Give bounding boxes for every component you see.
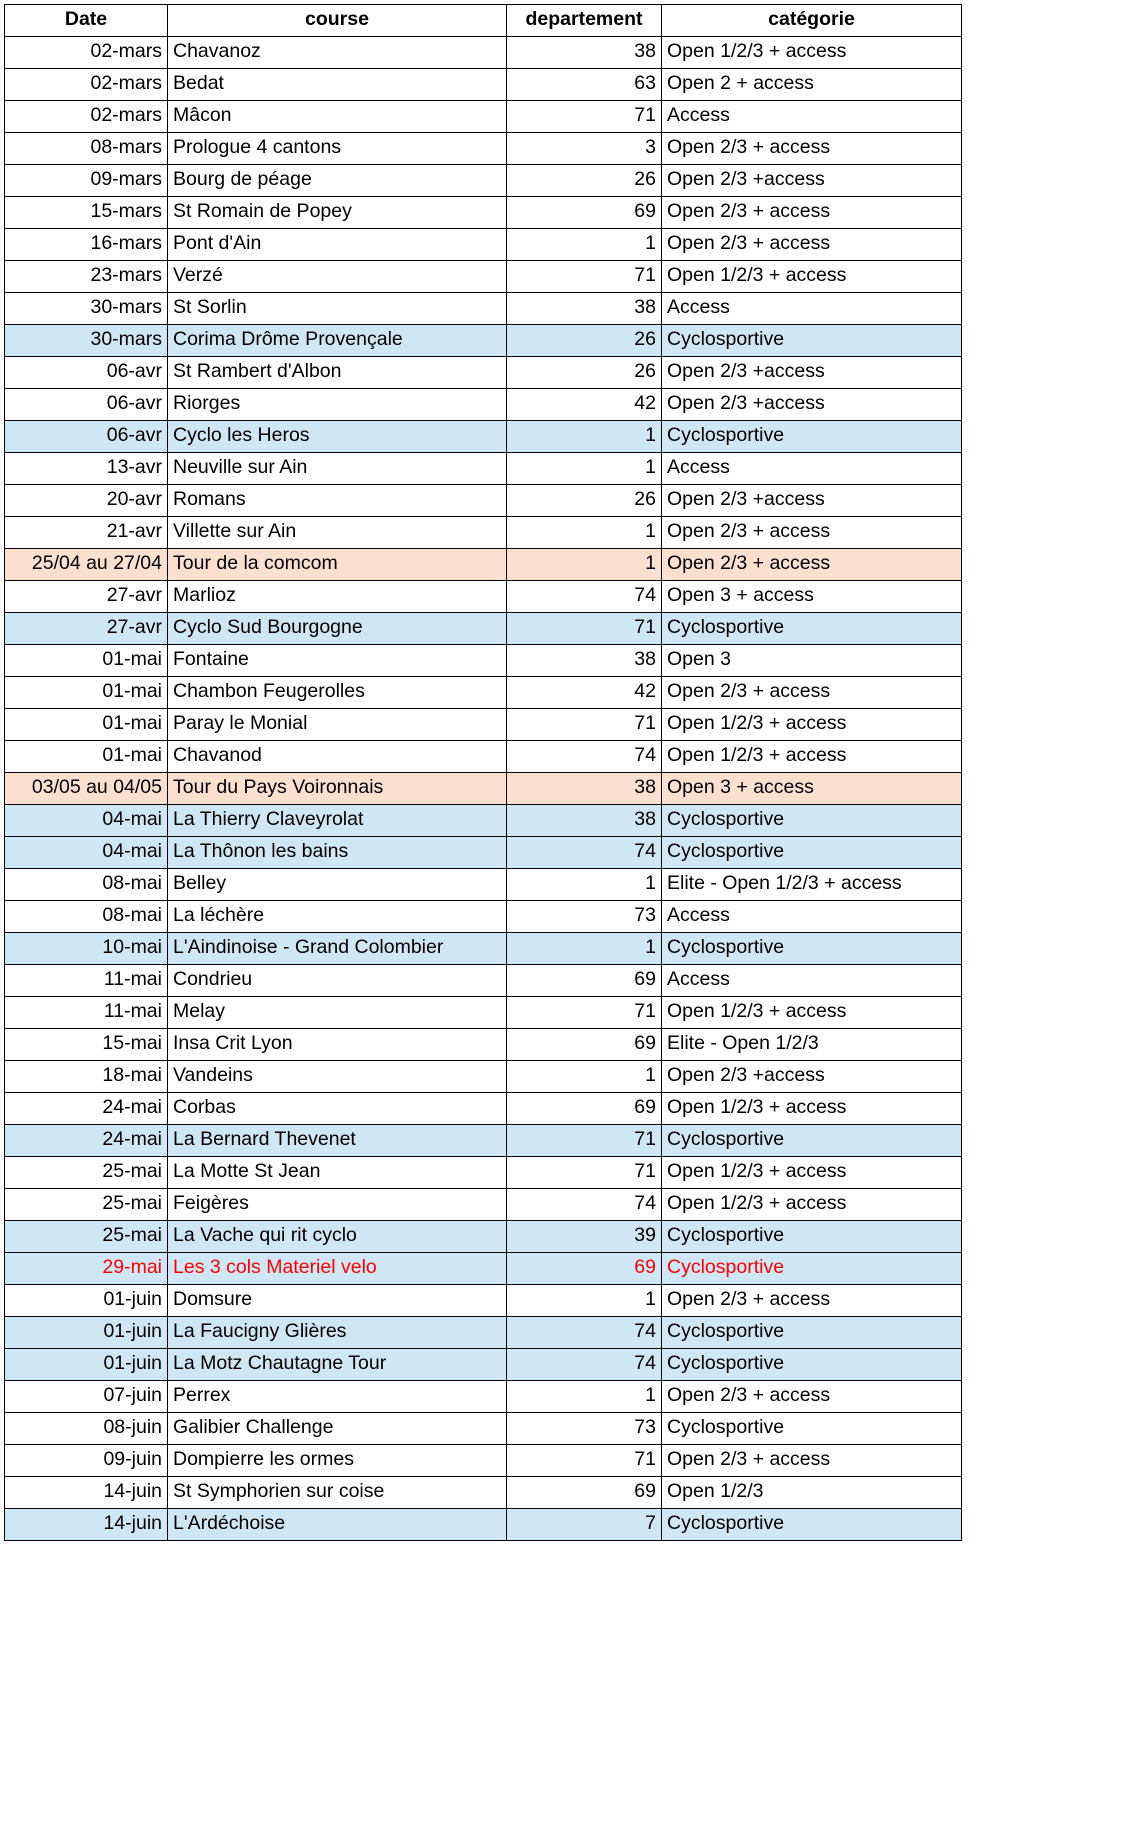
cell-categorie[interactable]: Cyclosportive xyxy=(662,1221,962,1253)
cell-departement[interactable]: 1 xyxy=(507,1381,662,1413)
cell-categorie[interactable]: Cyclosportive xyxy=(662,325,962,357)
cell-categorie[interactable]: Open 2/3 +access xyxy=(662,1061,962,1093)
cell-departement[interactable]: 38 xyxy=(507,645,662,677)
table-row[interactable] xyxy=(5,229,962,261)
cell-departement[interactable]: 1 xyxy=(507,229,662,261)
cell-departement[interactable]: 38 xyxy=(507,293,662,325)
cell-course[interactable]: Neuville sur Ain xyxy=(168,453,507,485)
cell-date[interactable]: 30-mars xyxy=(5,293,168,325)
cell-course[interactable]: L'Ardéchoise xyxy=(168,1509,507,1541)
cell-departement[interactable]: 69 xyxy=(507,1253,662,1285)
cell-course[interactable]: Galibier Challenge xyxy=(168,1413,507,1445)
cell-categorie[interactable]: Open 2/3 +access xyxy=(662,357,962,389)
cell-course[interactable]: La Thierry Claveyrolat xyxy=(168,805,507,837)
cell-departement[interactable]: 71 xyxy=(507,613,662,645)
cell-date[interactable]: 02-mars xyxy=(5,37,168,69)
cell-departement[interactable]: 26 xyxy=(507,357,662,389)
cell-departement[interactable]: 73 xyxy=(507,901,662,933)
cell-course[interactable]: Verzé xyxy=(168,261,507,293)
cell-departement[interactable]: 74 xyxy=(507,581,662,613)
cell-course[interactable]: Cyclo Sud Bourgogne xyxy=(168,613,507,645)
cell-course[interactable]: La léchère xyxy=(168,901,507,933)
cell-categorie[interactable]: Elite - Open 1/2/3 + access xyxy=(662,869,962,901)
table-row[interactable] xyxy=(5,1317,962,1349)
cell-categorie[interactable]: Cyclosportive xyxy=(662,1125,962,1157)
table-row[interactable] xyxy=(5,1061,962,1093)
cell-departement[interactable]: 38 xyxy=(507,773,662,805)
cell-date[interactable]: 01-mai xyxy=(5,709,168,741)
cell-categorie[interactable]: Open 1/2/3 + access xyxy=(662,997,962,1029)
cell-date[interactable]: 08-mai xyxy=(5,869,168,901)
cell-departement[interactable]: 69 xyxy=(507,1093,662,1125)
table-row[interactable] xyxy=(5,389,962,421)
cell-categorie[interactable]: Open 2/3 + access xyxy=(662,133,962,165)
cell-course[interactable]: Tour de la comcom xyxy=(168,549,507,581)
cell-date[interactable]: 11-mai xyxy=(5,965,168,997)
cell-date[interactable]: 14-juin xyxy=(5,1509,168,1541)
table-row[interactable] xyxy=(5,1381,962,1413)
cell-date[interactable]: 25/04 au 27/04 xyxy=(5,549,168,581)
cell-date[interactable]: 16-mars xyxy=(5,229,168,261)
cell-categorie[interactable]: Open 1/2/3 + access xyxy=(662,37,962,69)
cell-categorie[interactable]: Open 2/3 + access xyxy=(662,677,962,709)
cell-departement[interactable]: 1 xyxy=(507,453,662,485)
table-row[interactable] xyxy=(5,1253,962,1285)
cell-date[interactable]: 09-mars xyxy=(5,165,168,197)
cell-date[interactable]: 18-mai xyxy=(5,1061,168,1093)
cell-categorie[interactable]: Open 2 + access xyxy=(662,69,962,101)
cell-categorie[interactable]: Elite - Open 1/2/3 xyxy=(662,1029,962,1061)
cell-categorie[interactable]: Open 3 xyxy=(662,645,962,677)
cell-date[interactable]: 04-mai xyxy=(5,837,168,869)
cell-departement[interactable]: 1 xyxy=(507,549,662,581)
table-row[interactable] xyxy=(5,549,962,581)
cell-course[interactable]: Belley xyxy=(168,869,507,901)
cell-date[interactable]: 06-avr xyxy=(5,389,168,421)
cell-date[interactable]: 13-avr xyxy=(5,453,168,485)
cell-course[interactable]: Chavanoz xyxy=(168,37,507,69)
cell-date[interactable]: 24-mai xyxy=(5,1125,168,1157)
cell-departement[interactable]: 69 xyxy=(507,965,662,997)
cell-categorie[interactable]: Open 2/3 +access xyxy=(662,485,962,517)
cell-course[interactable]: Marlioz xyxy=(168,581,507,613)
cell-categorie[interactable]: Open 3 + access xyxy=(662,773,962,805)
cell-categorie[interactable]: Open 2/3 + access xyxy=(662,549,962,581)
cell-departement[interactable]: 1 xyxy=(507,933,662,965)
cell-date[interactable]: 07-juin xyxy=(5,1381,168,1413)
table-row[interactable] xyxy=(5,613,962,645)
table-row[interactable] xyxy=(5,1125,962,1157)
cell-departement[interactable]: 74 xyxy=(507,1317,662,1349)
cell-date[interactable]: 27-avr xyxy=(5,581,168,613)
cell-date[interactable]: 02-mars xyxy=(5,101,168,133)
cell-departement[interactable]: 74 xyxy=(507,1349,662,1381)
cell-departement[interactable]: 71 xyxy=(507,261,662,293)
table-row[interactable] xyxy=(5,1189,962,1221)
cell-course[interactable]: Condrieu xyxy=(168,965,507,997)
cell-departement[interactable]: 26 xyxy=(507,485,662,517)
table-row[interactable] xyxy=(5,325,962,357)
cell-departement[interactable]: 74 xyxy=(507,741,662,773)
table-row[interactable] xyxy=(5,645,962,677)
cell-course[interactable]: L'Aindinoise - Grand Colombier xyxy=(168,933,507,965)
cell-date[interactable]: 03/05 au 04/05 xyxy=(5,773,168,805)
cell-course[interactable]: Mâcon xyxy=(168,101,507,133)
cell-categorie[interactable]: Cyclosportive xyxy=(662,1253,962,1285)
cell-categorie[interactable]: Cyclosportive xyxy=(662,805,962,837)
cell-date[interactable]: 08-mai xyxy=(5,901,168,933)
table-header xyxy=(5,5,962,37)
cell-departement[interactable]: 39 xyxy=(507,1221,662,1253)
cell-departement[interactable]: 3 xyxy=(507,133,662,165)
cell-date[interactable]: 25-mai xyxy=(5,1157,168,1189)
cell-course[interactable]: Feigères xyxy=(168,1189,507,1221)
cell-date[interactable]: 25-mai xyxy=(5,1221,168,1253)
cell-course[interactable]: Domsure xyxy=(168,1285,507,1317)
cell-categorie[interactable]: Cyclosportive xyxy=(662,421,962,453)
cell-categorie[interactable]: Open 1/2/3 + access xyxy=(662,1093,962,1125)
table-row[interactable] xyxy=(5,165,962,197)
cell-course[interactable]: Cyclo les Heros xyxy=(168,421,507,453)
cell-course[interactable]: Melay xyxy=(168,997,507,1029)
cell-course[interactable]: Villette sur Ain xyxy=(168,517,507,549)
cell-course[interactable]: Corbas xyxy=(168,1093,507,1125)
cell-departement[interactable]: 42 xyxy=(507,677,662,709)
cell-date[interactable]: 01-juin xyxy=(5,1317,168,1349)
table-row[interactable] xyxy=(5,933,962,965)
table-row[interactable] xyxy=(5,37,962,69)
cell-date[interactable]: 06-avr xyxy=(5,357,168,389)
cell-categorie[interactable]: Open 3 + access xyxy=(662,581,962,613)
cell-departement[interactable]: 71 xyxy=(507,709,662,741)
cell-categorie[interactable]: Access xyxy=(662,901,962,933)
table-row[interactable] xyxy=(5,837,962,869)
cell-date[interactable]: 08-mars xyxy=(5,133,168,165)
cell-course[interactable]: Riorges xyxy=(168,389,507,421)
cell-course[interactable]: St Sorlin xyxy=(168,293,507,325)
cell-categorie[interactable]: Cyclosportive xyxy=(662,1317,962,1349)
cell-course[interactable]: Fontaine xyxy=(168,645,507,677)
cell-date[interactable]: 21-avr xyxy=(5,517,168,549)
cell-course[interactable]: St Rambert d'Albon xyxy=(168,357,507,389)
cell-departement[interactable]: 69 xyxy=(507,1477,662,1509)
table-row[interactable] xyxy=(5,741,962,773)
cell-date[interactable]: 06-avr xyxy=(5,421,168,453)
cell-date[interactable]: 01-juin xyxy=(5,1349,168,1381)
cell-course[interactable]: Romans xyxy=(168,485,507,517)
cell-date[interactable]: 01-mai xyxy=(5,741,168,773)
cell-date[interactable]: 25-mai xyxy=(5,1189,168,1221)
table-row[interactable] xyxy=(5,773,962,805)
cell-course[interactable]: Bedat xyxy=(168,69,507,101)
table-row[interactable] xyxy=(5,261,962,293)
table-row[interactable] xyxy=(5,805,962,837)
cell-date[interactable]: 01-mai xyxy=(5,677,168,709)
cell-course[interactable]: Paray le Monial xyxy=(168,709,507,741)
table-row[interactable] xyxy=(5,677,962,709)
cell-course[interactable]: Tour du Pays Voironnais xyxy=(168,773,507,805)
table-row[interactable] xyxy=(5,197,962,229)
column-header-course: course xyxy=(168,5,507,37)
cell-date[interactable]: 04-mai xyxy=(5,805,168,837)
cell-course[interactable]: Pont d'Ain xyxy=(168,229,507,261)
cell-course[interactable]: Dompierre les ormes xyxy=(168,1445,507,1477)
cell-date[interactable]: 24-mai xyxy=(5,1093,168,1125)
table-row[interactable] xyxy=(5,1509,962,1541)
cell-categorie[interactable]: Open 2/3 + access xyxy=(662,1445,962,1477)
cell-departement[interactable]: 71 xyxy=(507,997,662,1029)
cell-departement[interactable]: 71 xyxy=(507,1157,662,1189)
cell-date[interactable]: 08-juin xyxy=(5,1413,168,1445)
cell-categorie[interactable]: Open 2/3 + access xyxy=(662,197,962,229)
cell-course[interactable]: Chambon Feugerolles xyxy=(168,677,507,709)
cell-categorie[interactable]: Open 2/3 + access xyxy=(662,229,962,261)
cell-departement[interactable]: 26 xyxy=(507,325,662,357)
column-header-departement: departement xyxy=(507,5,662,37)
cell-categorie[interactable]: Access xyxy=(662,101,962,133)
table-row[interactable] xyxy=(5,453,962,485)
table-body xyxy=(5,37,962,1541)
cell-categorie[interactable]: Cyclosportive xyxy=(662,837,962,869)
column-header-date: Date xyxy=(5,5,168,37)
cell-date[interactable]: 29-mai xyxy=(5,1253,168,1285)
table-row[interactable] xyxy=(5,901,962,933)
cell-course[interactable]: Corima Drôme Provençale xyxy=(168,325,507,357)
cell-categorie[interactable]: Open 1/2/3 xyxy=(662,1477,962,1509)
cell-date[interactable]: 10-mai xyxy=(5,933,168,965)
table-row[interactable] xyxy=(5,997,962,1029)
cell-departement[interactable]: 71 xyxy=(507,1445,662,1477)
cell-departement[interactable]: 1 xyxy=(507,421,662,453)
cell-date[interactable]: 01-juin xyxy=(5,1285,168,1317)
table-row[interactable] xyxy=(5,869,962,901)
cell-course[interactable]: St Symphorien sur coise xyxy=(168,1477,507,1509)
cell-departement[interactable]: 74 xyxy=(507,1189,662,1221)
table-row[interactable] xyxy=(5,965,962,997)
cell-departement[interactable]: 71 xyxy=(507,1125,662,1157)
cell-course[interactable]: Perrex xyxy=(168,1381,507,1413)
cell-course[interactable]: Bourg de péage xyxy=(168,165,507,197)
table-row[interactable] xyxy=(5,421,962,453)
cell-categorie[interactable]: Access xyxy=(662,965,962,997)
table-row[interactable] xyxy=(5,293,962,325)
table-row[interactable] xyxy=(5,1285,962,1317)
table-row[interactable] xyxy=(5,1221,962,1253)
cell-categorie[interactable]: Open 1/2/3 + access xyxy=(662,1189,962,1221)
cell-course[interactable]: Les 3 cols Materiel velo xyxy=(168,1253,507,1285)
cell-course[interactable]: Chavanod xyxy=(168,741,507,773)
cell-categorie[interactable]: Open 2/3 + access xyxy=(662,1285,962,1317)
cell-course[interactable]: La Motte St Jean xyxy=(168,1157,507,1189)
cell-course[interactable]: La Thônon les bains xyxy=(168,837,507,869)
cell-categorie[interactable]: Open 2/3 + access xyxy=(662,517,962,549)
race-calendar-table xyxy=(4,4,962,1541)
table-row[interactable] xyxy=(5,101,962,133)
cell-categorie[interactable]: Open 1/2/3 + access xyxy=(662,709,962,741)
table-row[interactable] xyxy=(5,1157,962,1189)
cell-categorie[interactable]: Cyclosportive xyxy=(662,933,962,965)
table-row[interactable] xyxy=(5,1413,962,1445)
cell-date[interactable]: 27-avr xyxy=(5,613,168,645)
cell-course[interactable]: La Vache qui rit cyclo xyxy=(168,1221,507,1253)
cell-categorie[interactable]: Cyclosportive xyxy=(662,1509,962,1541)
table-row[interactable] xyxy=(5,1093,962,1125)
cell-date[interactable]: 09-juin xyxy=(5,1445,168,1477)
cell-departement[interactable]: 1 xyxy=(507,1285,662,1317)
cell-departement[interactable]: 38 xyxy=(507,37,662,69)
cell-course[interactable]: St Romain de Popey xyxy=(168,197,507,229)
table-row[interactable] xyxy=(5,1029,962,1061)
table-row[interactable] xyxy=(5,1477,962,1509)
cell-categorie[interactable]: Open 2/3 +access xyxy=(662,165,962,197)
cell-departement[interactable]: 42 xyxy=(507,389,662,421)
cell-date[interactable]: 01-mai xyxy=(5,645,168,677)
cell-date[interactable]: 15-mai xyxy=(5,1029,168,1061)
cell-departement[interactable]: 74 xyxy=(507,837,662,869)
cell-departement[interactable]: 69 xyxy=(507,197,662,229)
table-row[interactable] xyxy=(5,581,962,613)
cell-course[interactable]: La Bernard Thevenet xyxy=(168,1125,507,1157)
cell-departement[interactable]: 1 xyxy=(507,517,662,549)
cell-departement[interactable]: 38 xyxy=(507,805,662,837)
table-row[interactable] xyxy=(5,517,962,549)
cell-course[interactable]: La Motz Chautagne Tour xyxy=(168,1349,507,1381)
cell-categorie[interactable]: Open 1/2/3 + access xyxy=(662,261,962,293)
cell-categorie[interactable]: Open 2/3 + access xyxy=(662,1381,962,1413)
table-row[interactable] xyxy=(5,1445,962,1477)
cell-categorie[interactable]: Open 2/3 +access xyxy=(662,389,962,421)
cell-categorie[interactable]: Cyclosportive xyxy=(662,613,962,645)
table-header-row xyxy=(5,5,962,37)
cell-departement[interactable]: 63 xyxy=(507,69,662,101)
cell-date[interactable]: 02-mars xyxy=(5,69,168,101)
cell-date[interactable]: 15-mars xyxy=(5,197,168,229)
cell-date[interactable]: 30-mars xyxy=(5,325,168,357)
cell-course[interactable]: La Faucigny Glières xyxy=(168,1317,507,1349)
cell-categorie[interactable]: Open 1/2/3 + access xyxy=(662,741,962,773)
table-row[interactable] xyxy=(5,485,962,517)
cell-departement[interactable]: 1 xyxy=(507,1061,662,1093)
cell-course[interactable]: Prologue 4 cantons xyxy=(168,133,507,165)
cell-date[interactable]: 14-juin xyxy=(5,1477,168,1509)
cell-departement[interactable]: 1 xyxy=(507,869,662,901)
cell-course[interactable]: Vandeins xyxy=(168,1061,507,1093)
cell-categorie[interactable]: Cyclosportive xyxy=(662,1349,962,1381)
table-row[interactable] xyxy=(5,1349,962,1381)
cell-departement[interactable]: 69 xyxy=(507,1029,662,1061)
column-header-categorie: catégorie xyxy=(662,5,962,37)
table-row[interactable] xyxy=(5,357,962,389)
cell-departement[interactable]: 7 xyxy=(507,1509,662,1541)
cell-categorie[interactable]: Access xyxy=(662,453,962,485)
cell-categorie[interactable]: Access xyxy=(662,293,962,325)
cell-course[interactable]: Insa Crit Lyon xyxy=(168,1029,507,1061)
table-row[interactable] xyxy=(5,133,962,165)
cell-categorie[interactable]: Open 1/2/3 + access xyxy=(662,1157,962,1189)
table-row[interactable] xyxy=(5,69,962,101)
cell-departement[interactable]: 26 xyxy=(507,165,662,197)
cell-departement[interactable]: 73 xyxy=(507,1413,662,1445)
cell-categorie[interactable]: Cyclosportive xyxy=(662,1413,962,1445)
cell-departement[interactable]: 71 xyxy=(507,101,662,133)
table-row[interactable] xyxy=(5,709,962,741)
cell-date[interactable]: 23-mars xyxy=(5,261,168,293)
cell-date[interactable]: 11-mai xyxy=(5,997,168,1029)
cell-date[interactable]: 20-avr xyxy=(5,485,168,517)
